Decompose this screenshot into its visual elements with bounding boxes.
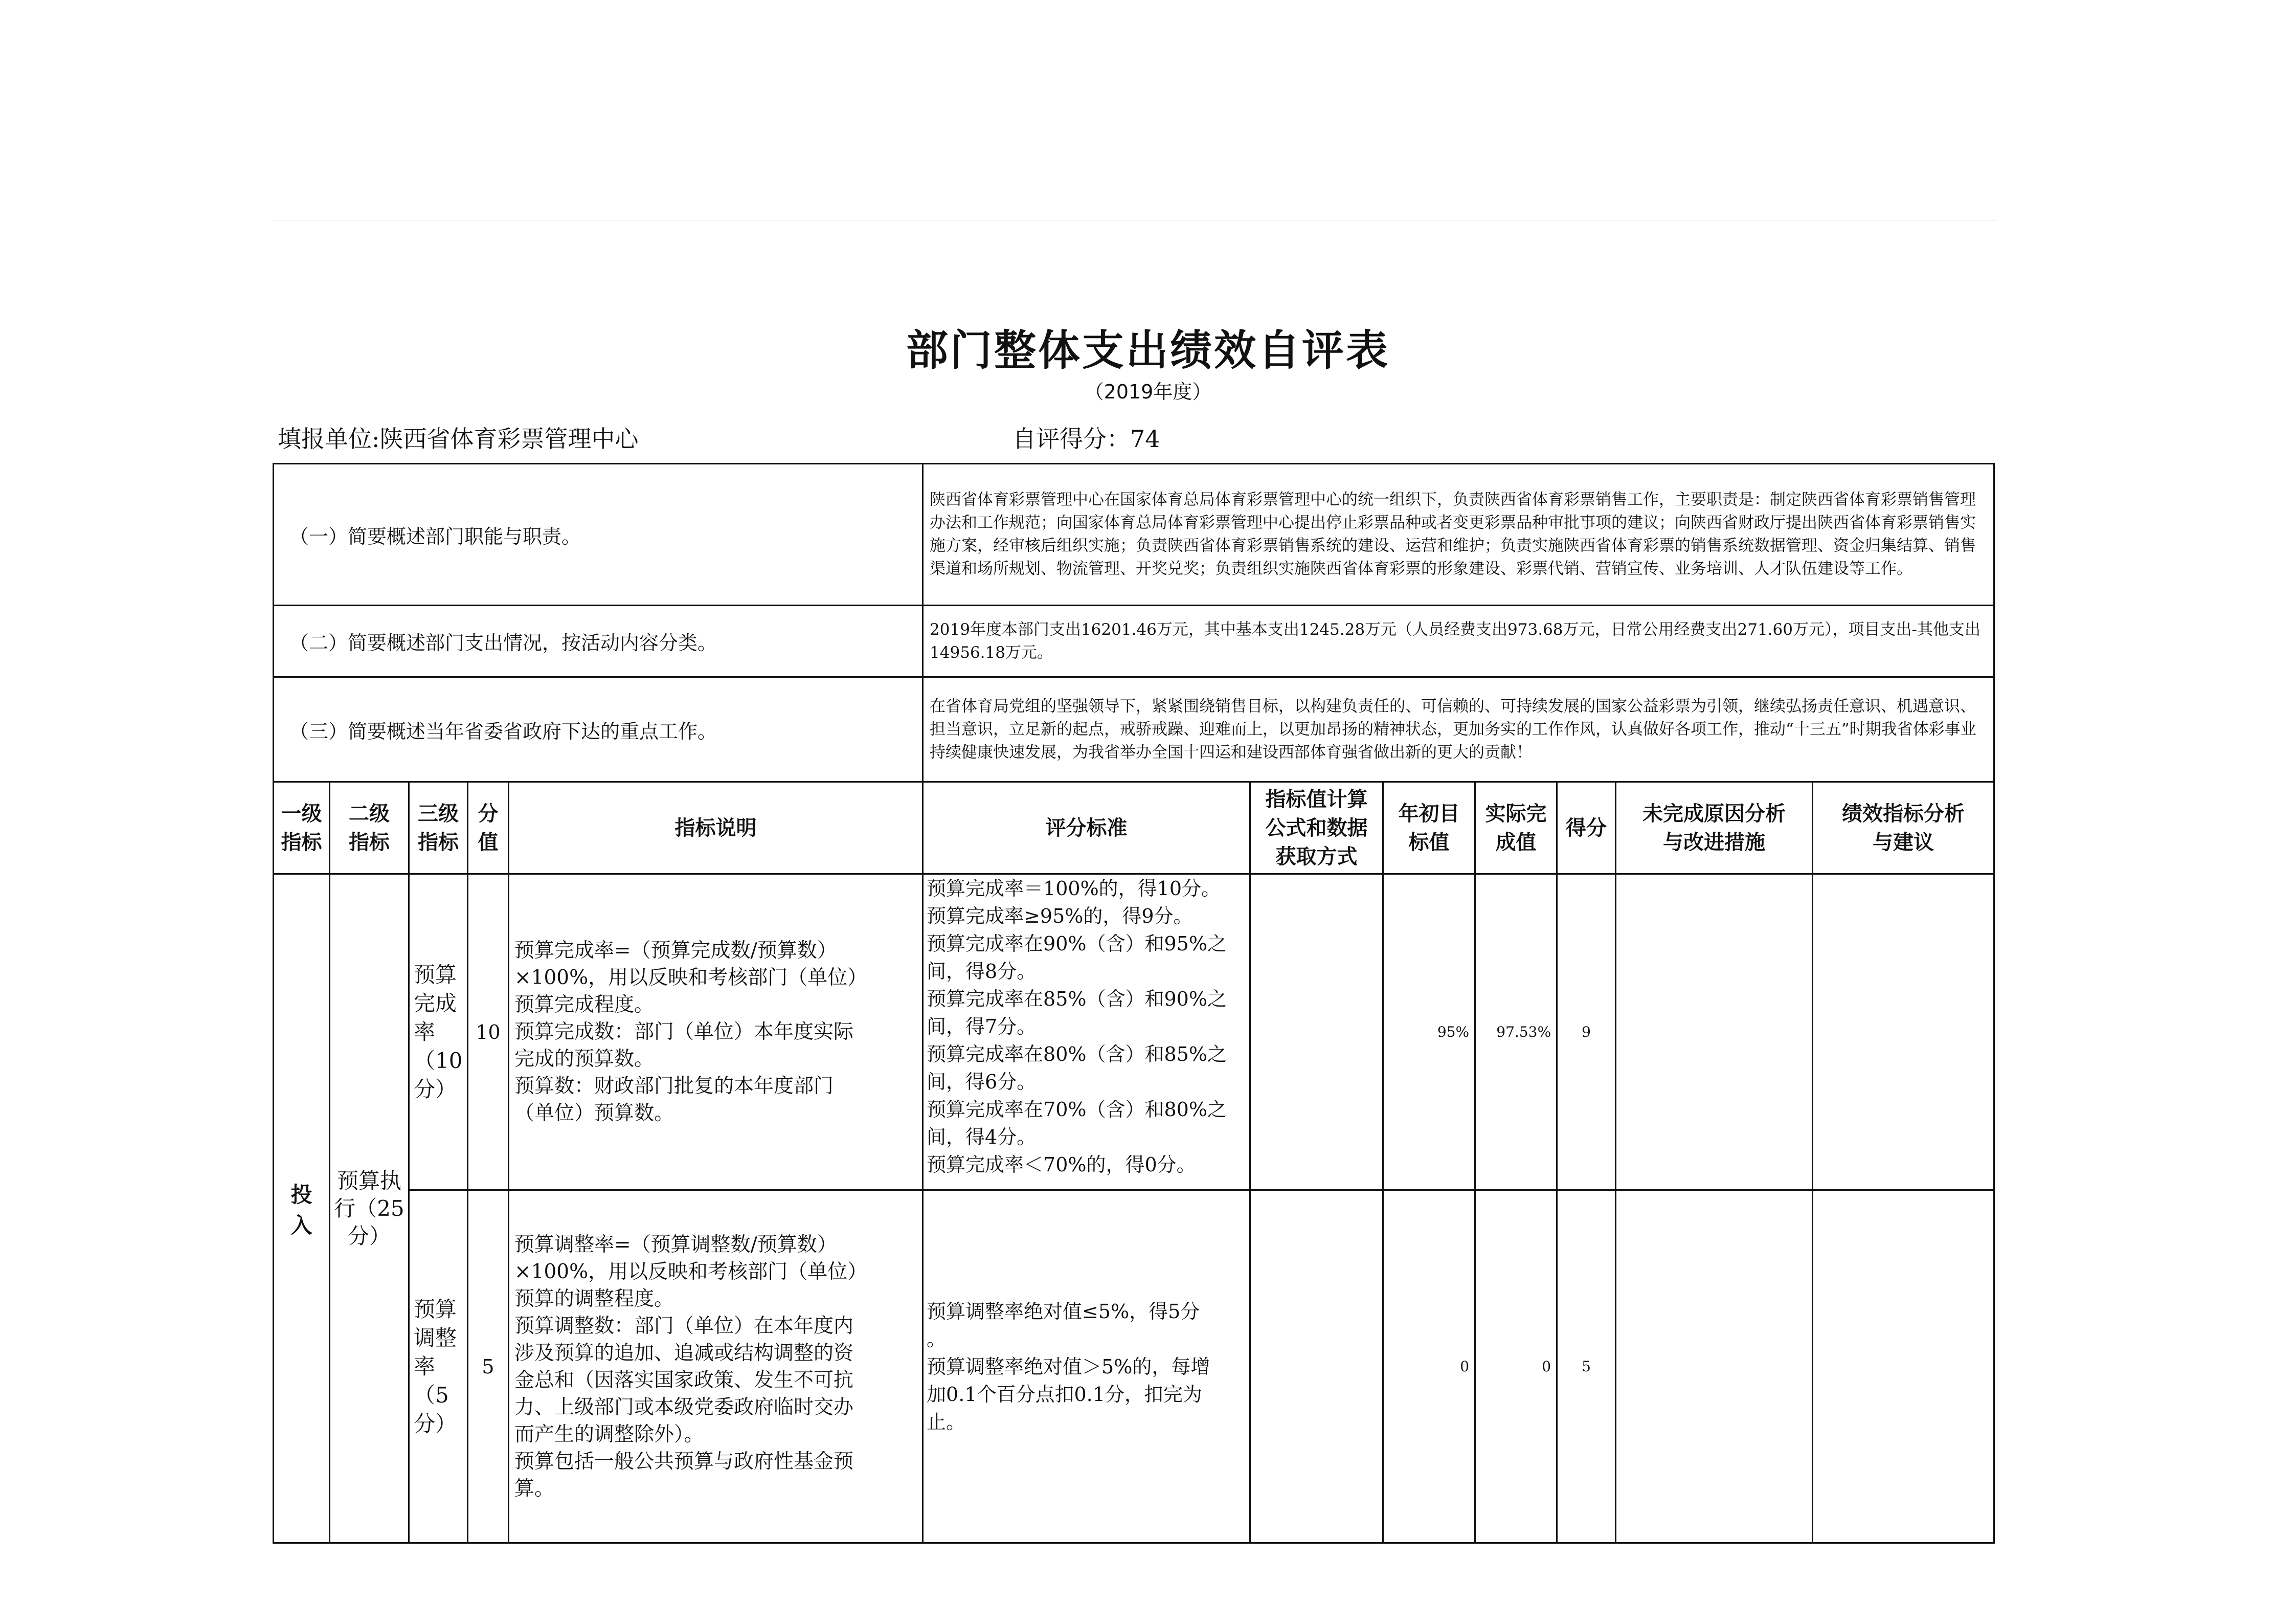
overview-label: （一）简要概述部门职能与职责。 [274,464,923,606]
level1-text: 入 [290,1212,312,1238]
formula-cell [1250,874,1383,1190]
header-text: 公式和数据 [1265,815,1368,840]
header-text: 与建议 [1873,830,1934,854]
criteria-line: 。 [927,1327,947,1350]
header-text: 与改进措施 [1663,830,1766,854]
overview-label: （二）简要概述部门支出情况，按活动内容分类。 [274,606,923,677]
header-reason [1616,782,1813,874]
level3-text: 分） [414,1076,457,1102]
criteria-line: 预算完成率＜70%的，得0分。 [927,1153,1196,1176]
explanation-line: 预算调整数：部门（单位）在本年度内 [514,1314,854,1338]
level3-text: 预算 [414,1296,457,1322]
actual-value: 0 [1475,1190,1557,1543]
score-value: 9 [1557,874,1616,1190]
overview-text: 2019年度本部门支出16201.46万元，其中基本支出1245.28万元（人员经费支出973.68万元，日常公用经费支出271.60万元），项目支出-其他支出14956.18万元。 [923,606,1994,677]
explanation-line: 金总和（因落实国家政策、发生不可抗 [514,1368,854,1392]
header-text: 二级 [349,801,390,826]
explanation-line: 涉及预算的追加、追减或结构调整的资 [514,1341,854,1365]
header-score: 得分 [1557,782,1616,874]
reason-cell [1616,1190,1813,1543]
explanation-line: 完成的预算数。 [514,1048,655,1071]
target-value: 0 [1383,1190,1475,1543]
header-text: 实际完 [1485,801,1547,826]
header-points [468,782,509,874]
criteria-cell [923,874,1250,1190]
target-value: 95% [1383,874,1475,1190]
header-level3 [409,782,468,874]
overview-text: 陕西省体育彩票管理中心在国家体育总局体育彩票管理中心的统一组织下，负责陕西省体育彩票销售工作，主要职责是：制定陕西省体育彩票销售管理办法和工作规范；向国家体育总局体育彩票管理中心提出停止彩票品种或者变更彩票品种审批事项的建议；向陕西省财政厅提出陕西省体育彩票销售实施方案，经审核后组织实施；负责陕西省体育彩票销售系统的建设、运营和维护；负责实施陕西省体育彩票的销售系统数据管理、资金归集结算、销售渠道和场所规划、物流管理、开奖兑奖；负责组织实施陕西省体育彩票的形象建设、彩票代销、营销宣传、业务培训、人才队伍建设等工作。 [923,464,1994,606]
overview-row [274,464,1994,606]
level3-text: （5 [414,1382,449,1408]
level1-text: 投 [290,1182,312,1207]
explanation-line: 预算包括一般公共预算与政府性基金预 [514,1450,854,1473]
header-formula [1250,782,1383,874]
level3-indicator [409,874,468,1190]
points-cell: 5 [468,1190,509,1543]
header-text: 标值 [1408,830,1450,854]
header-text: 三级 [418,801,459,826]
performance-table [273,463,1995,1544]
header-level1 [274,782,330,874]
actual-value: 97.53% [1475,874,1557,1190]
criteria-line: 预算完成率在80%（含）和85%之 [927,1043,1227,1065]
explanation-line: 预算完成程度。 [514,993,655,1016]
level3-text: 调整 [414,1325,457,1350]
level1-indicator [274,874,330,1543]
header-text: 值 [478,830,499,854]
criteria-line: 预算完成率在70%（含）和80%之 [927,1098,1227,1121]
overview-text: 在省体育局党组的坚强领导下，紧紧围绕销售目标，以构建负责任的、可信赖的、可持续发展的国家公益彩票为引领，继续弘扬责任意识、机遇意识、担当意识，立足新的起点，戒骄戒躁、迎难而上，以更加昂扬的精神状态，更加务实的工作作风，认真做好各项工作，推动“十三五”时期我省体彩事业持续健康快速发展，为我省举办全国十四运和建设西部体育强省做出新的更大的贡献！ [923,677,1994,782]
header-text: 指标 [418,830,459,854]
formula-cell [1250,1190,1383,1543]
header-text: 年初目 [1398,801,1460,826]
criteria-line: 预算完成率在85%（含）和90%之 [927,988,1227,1010]
overview-row [274,677,1994,782]
reporting-unit: 填报单位:陕西省体育彩票管理中心 [278,425,639,453]
level3-text: 分） [414,1411,457,1436]
table-row [274,874,1994,1190]
level3-text: 完成 [414,990,457,1016]
header-target [1383,782,1475,874]
explanation-line: 算。 [514,1477,555,1500]
table-row [274,1190,1994,1543]
explanation-line: ×100%，用以反映和考核部门（单位） [514,1260,868,1283]
criteria-line: 间，得8分。 [927,960,1037,983]
level2-indicator [330,874,409,1543]
level2-text: 分） [347,1223,391,1249]
table-header-row [274,782,1994,874]
reason-cell [1616,874,1813,1190]
header-actual [1475,782,1557,874]
level3-indicator [409,1190,468,1543]
explanation-line: 力、上级部门或本级党委政府临时交办 [514,1395,854,1419]
level3-text: 预算 [414,962,457,987]
header-text: 一级 [281,801,322,826]
criteria-line: 止。 [927,1410,966,1433]
score-value: 5 [1557,1190,1616,1543]
header-text: 绩效指标分析 [1842,801,1965,826]
points-cell: 10 [468,874,509,1190]
overview-label: （三）简要概述当年省委省政府下达的重点工作。 [274,677,923,782]
suggestion-cell [1813,1190,1994,1543]
criteria-line: 加0.1个百分点扣0.1分，扣完为 [927,1383,1202,1406]
criteria-line: 预算完成率＝100%的，得10分。 [927,877,1221,900]
explanation-line: 预算的调整程度。 [514,1287,674,1310]
header-criteria: 评分标准 [923,782,1250,874]
page-title: 部门整体支出绩效自评表 [906,326,1390,375]
explanation-line: 预算完成数：部门（单位）本年度实际 [514,1020,854,1043]
header-text: 成值 [1495,830,1537,854]
overview-row [274,606,1994,677]
level3-text: 率 [414,1353,436,1379]
page-subtitle: （2019年度） [1084,381,1212,403]
criteria-line: 间，得7分。 [927,1015,1037,1038]
header-level2 [330,782,409,874]
explanation-cell [509,1190,923,1543]
explanation-line: 而产生的调整除外）。 [514,1422,704,1446]
suggestion-cell [1813,874,1994,1190]
header-text: 未完成原因分析 [1642,801,1786,826]
self-score: 自评得分：74 [1012,425,1160,453]
header-text: 分 [478,801,499,826]
explanation-line: ×100%，用以反映和考核部门（单位） [514,966,868,989]
explanation-line: 预算调整率=（预算调整数/预算数） [514,1233,837,1256]
criteria-cell [923,1190,1250,1543]
explanation-line: （单位）预算数。 [514,1102,674,1125]
criteria-line: 预算调整率绝对值≤5%，得5分 [927,1300,1200,1323]
header-explanation: 指标说明 [509,782,923,874]
criteria-line: 预算完成率在90%（含）和95%之 [927,932,1227,955]
explanation-line: 预算数：财政部门批复的本年度部门 [514,1075,834,1098]
level3-text: （10 [414,1048,463,1073]
criteria-line: 间，得6分。 [927,1071,1037,1093]
header-text: 指标值计算 [1265,787,1368,811]
header-text: 获取方式 [1275,844,1358,869]
explanation-line: 预算完成率=（预算完成数/预算数） [514,939,837,962]
criteria-line: 预算完成率≥95%的，得9分。 [927,905,1193,927]
criteria-line: 间，得4分。 [927,1126,1037,1148]
level2-text: 行（25 [334,1195,404,1221]
header-suggestion [1813,782,1994,874]
explanation-cell [509,874,923,1190]
level3-text: 率 [414,1019,436,1044]
header-text: 指标 [349,830,390,854]
header-text: 指标 [281,830,322,854]
criteria-line: 预算调整率绝对值＞5%的，每增 [927,1355,1210,1378]
level2-text: 预算执 [336,1168,401,1193]
